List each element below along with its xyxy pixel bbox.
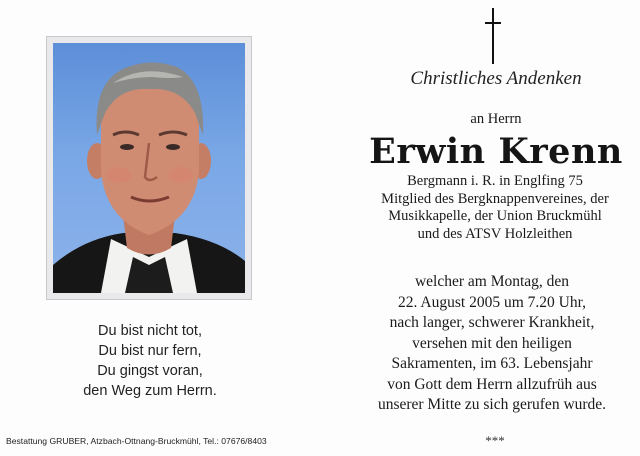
deceased-name: Erwin Krenn <box>369 131 623 172</box>
poem-line: den Weg zum Herrn. <box>83 383 217 399</box>
salutation: an Herrn <box>470 111 522 127</box>
cross-icon <box>484 6 502 66</box>
memorial-poem <box>40 321 260 401</box>
portrait-frame <box>46 36 252 300</box>
notice-line: von Gott dem Herrn allzufrüh aus <box>387 375 597 393</box>
notice-line: welcher am Montag, den <box>414 273 570 290</box>
death-notice <box>344 272 640 416</box>
detail-line: Mitglied des Bergknappenvereines, der <box>381 190 609 207</box>
deceased-details <box>350 173 640 243</box>
notice-line: unserer Mitte zu sich gerufen wurde. <box>377 396 607 413</box>
poem-line: Du gingst voran, <box>97 363 203 379</box>
detail-line: Bergmann i. R. in Englfing 75 <box>407 173 583 189</box>
notice-line: 22. August 2005 um 7.20 Uhr, <box>398 293 586 311</box>
card-heading: Christliches Andenken <box>410 68 582 89</box>
notice-line: Sakramenten, im 63. Lebensjahr <box>391 355 593 372</box>
detail-line: und des ATSV Holzleithen <box>417 225 573 242</box>
notice-line: versehen mit den heiligen <box>412 334 572 352</box>
poem-line: Du bist nicht tot, <box>98 323 202 339</box>
portrait-illustration <box>53 43 245 293</box>
portrait-photo <box>53 43 245 293</box>
closing-asterisks: *** <box>485 433 505 448</box>
funeral-home-credit: Bestattung GRUBER, Atzbach-Ottnang-Bruckmühl, Tel.: 07676/8403 <box>6 436 267 446</box>
poem-line: Du bist nur fern, <box>98 343 202 359</box>
notice-line: nach langer, schwerer Krankheit, <box>389 314 595 331</box>
detail-line: Musikkapelle, der Union Bruckmühl <box>388 208 602 224</box>
